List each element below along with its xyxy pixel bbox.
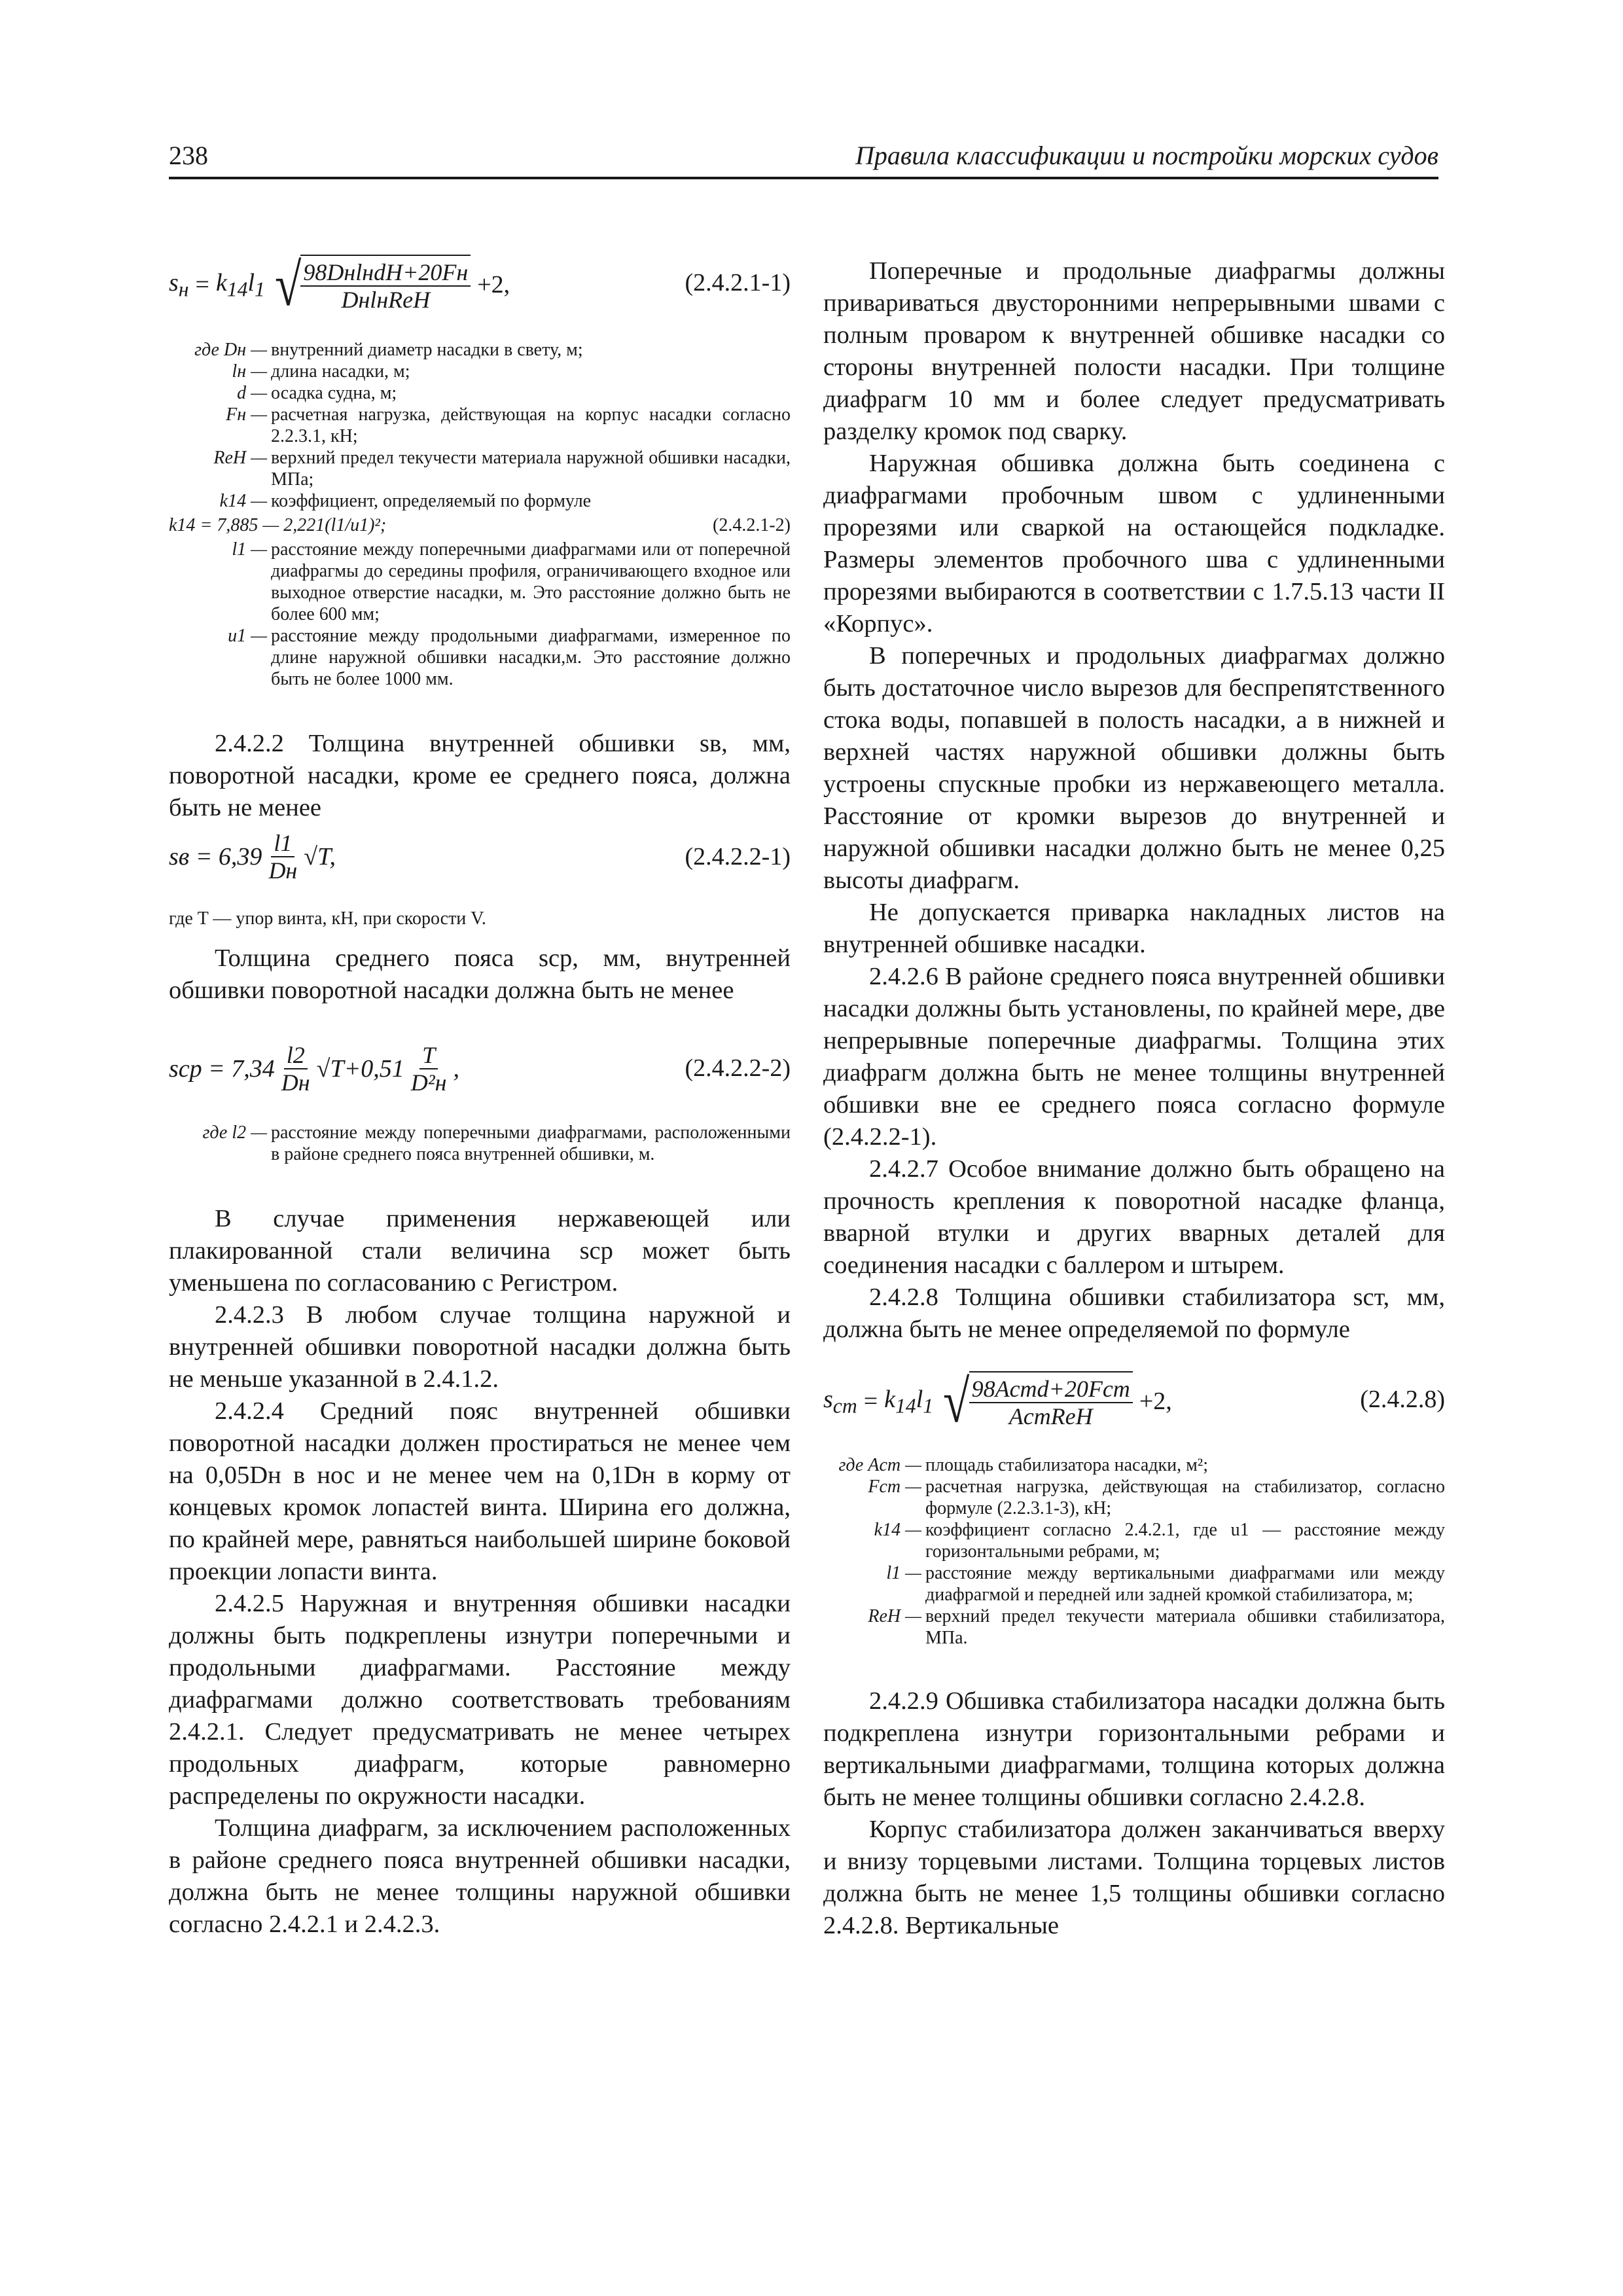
definition-text: коэффициент, определяемый по формуле [271,491,592,511]
definition-symbol: l1 — [232,539,267,560]
paragraph-2-4-2-9: 2.4.2.9 Обшивка стабилизатора насадки должна быть подкреплена изнутри горизонтальными ребрами и вертикальными диафрагмами, толщина которых должна быть не менее толщины обшивки согласно 2.4.2.8. [823,1687,1445,1811]
paragraph-2-4-2-4: 2.4.2.4 Средний пояс внутренней обшивки поворотной насадки должен простираться не менее чем на 0,05Dн в нос и не менее чем на 0,1Dн в корму от концевых кромок лопастей винта. Ширина его должна, по крайней мере, равняться наибольшей ширине боковой проекции лопасти винта. [169,1397,791,1585]
running-title: Правила классификации и постройки морских судов [855,141,1438,170]
paragraph-2-4-2-3: 2.4.2.3 В любом случае толщина наружной и внутренней обшивки поворотной насадки должна быть не меньше указанной в 2.4.1.2. [169,1301,791,1393]
paragraph-2-4-2-7: 2.4.2.7 Особое внимание должно быть обращено на прочность крепления к поворотной насадке фланца, вварной втулки и других вварных деталей для соединения насадки с баллером и штырем. [823,1155,1445,1279]
fraction-denominator: DнlнReH [341,287,431,313]
formula-middle: √T+0,51 [316,1055,404,1083]
definition-symbol: где Dн — [194,340,267,360]
definition-text: верхний предел текучести материала обшивки стабилизатора, МПа. [925,1606,1445,1648]
definition-text: расстояние между вертикальными диафрагмами или между диафрагмой и передней или задней кромкой стабилизатора, м; [925,1563,1445,1605]
page-header [169,137,1438,178]
formula-number: (2.4.2.2-2) [685,1054,791,1082]
radical-sign: √ [943,1368,970,1435]
formula-2-4-2-2-1 [169,824,791,889]
definition-row [169,339,791,361]
formula-fraction [969,1376,1133,1429]
definition-symbol: k14 — [874,1520,921,1540]
paragraph-2-4-2-2: 2.4.2.2 Толщина внутренней обшивки sв, мм, поворотной насадки, кроме ее среднего пояса, должна быть не менее [169,730,791,821]
definition-row [169,447,791,490]
formula-number: (2.4.2.8) [1360,1386,1445,1413]
radicand [969,1371,1133,1431]
definition-T [169,908,791,929]
definition-row [169,404,791,447]
formula-sqrt [940,1368,1133,1435]
definition-row [169,361,791,382]
radical-sign: √ [274,251,302,318]
definition-row [823,1454,1445,1476]
paragraph-2-4-2-6: 2.4.2.6 В районе среднего пояса внутренней обшивки насадки должны быть установлены, по крайней мере, две непрерывные поперечные диафрагмы. Толщина этих диафрагм должна быть не менее толщины внутренней обшивки вне ее среднего пояса согласно формуле (2.4.2.2-1). [823,963,1445,1151]
definition-text: расстояние между продольными диафрагмами, измеренное по длине наружной обшивки насадки,м. Это расстояние должно быть не более 1000 мм. [271,626,791,689]
definition-text: осадка судна, м; [271,383,397,403]
formula-eq: = [863,1388,878,1415]
definition-text: коэффициент согласно 2.4.2.1, где u1 — расстояние между горизонтальными ребрами, м; [925,1520,1445,1562]
definition-symbol: l1 — [886,1563,921,1583]
formula-number: (2.4.2.1-1) [685,269,791,296]
definition-text: расчетная нагрузка, действующая на стабилизатор, согласно формуле (2.2.3.1-3), кН; [925,1477,1445,1518]
formula-tail: +2, [1139,1388,1172,1415]
definition-text: расстояние между поперечными диафрагмами, расположенными в районе среднего пояса внутренней обшивки, м. [271,1122,791,1164]
paragraph-outer-plating: Наружная обшивка должна быть соединена с диафрагмами пробочным швом с удлиненными прорезями или сваркой на остающейся подкладке. Размеры элементов пробочного шва с удлиненными прорезями выбираются в соответствии с 1.7.5.13 части II «Корпус». [823,450,1445,637]
page-number: 238 [169,141,208,170]
definition-text: где T — упор винта, кН, при скорости V. [169,908,486,929]
paragraph-end-plates: Корпус стабилизатора должен заканчиваться вверху и внизу торцевыми листами. Толщина торцевых листов должна быть не менее 1,5 толщины обшивки согласно 2.4.2.8. Вертикальные [823,1816,1445,1939]
paragraph-doubler-plates: Не допускается приварка накладных листов на внутренней обшивке насадки. [823,899,1445,958]
definition-row [169,1122,791,1165]
fraction-denominator: AстReH [1008,1403,1093,1429]
definition-symbol: ReH — [213,448,267,468]
header-rule [169,177,1438,179]
fraction-numerator: T [419,1042,438,1069]
definitions-list-1 [169,339,791,512]
paragraph-drain-cutouts: В поперечных и продольных диафрагмах должно быть достаточное число вырезов для беспрепятственного стока воды, попавшей в полость насадки, а в нижней и верхней частях наружной обшивки должны быть устроены спускные пробки из нержавеющего металла. Расстояние от кромки вырезов до внутренней и наружной обшивки насадки должно быть не менее 0,25 высоты диафрагм. [823,642,1445,894]
definition-row [169,382,791,404]
formula-k14: $k_{14}l_1$ [884,1385,934,1418]
definition-text: площадь стабилизатора насадки, м²; [925,1455,1208,1475]
formula-tail: , [453,1055,459,1083]
formula-number: (2.4.2.2-1) [685,843,791,870]
formula-2-4-2-2-2 [169,1033,791,1105]
formula-2-4-2-8 [823,1365,1445,1437]
radicand [300,255,471,315]
left-column [169,242,791,1941]
fraction-numerator: 98DнlнdH+20Fн [300,259,471,287]
paragraph-middle-belt: Толщина среднего пояса sср, мм, внутренней обшивки поворотной насадки должна быть не менее [169,944,791,1004]
definitions-list-2 [169,539,791,690]
definitions-list-3 [823,1454,1445,1649]
definition-l2 [169,1122,791,1165]
fraction-numerator: l2 [284,1042,308,1069]
formula-k14: $k_{14}l_1$ [215,268,265,301]
definition-symbol: где Aст — [838,1455,921,1475]
definition-text: длина насадки, м; [271,361,410,382]
definition-symbol: k14 — [219,491,267,511]
right-column [823,242,1445,1942]
formula-lhs: sср = 7,34 [169,1055,275,1083]
definition-text: внутренний диаметр насадки в свету, м; [271,340,583,360]
fraction-numerator: l1 [271,830,294,857]
definition-symbol: d — [237,383,267,403]
definition-row [169,539,791,625]
definition-symbol: где l2 — [202,1122,267,1143]
definition-text: расстояние между поперечными диафрагмами или от поперечной диафрагмы до середины профиля, ограничивающего входное или выходное отверстие насадки, м. Это расстояние должно быть не более 600 мм; [271,539,791,624]
definition-row [169,490,791,512]
definition-row [823,1476,1445,1519]
definition-symbol: u1 — [228,626,267,646]
fraction-denominator: D²н [410,1069,447,1096]
formula-lhs: sв = 6,39 [169,843,262,870]
definition-row [823,1519,1445,1562]
definition-text: верхний предел текучести материала наружной обшивки насадки, МПа; [271,448,791,490]
definition-text: расчетная нагрузка, действующая на корпус насадки согласно 2.2.3.1, кН; [271,404,791,446]
fraction-denominator: Dн [268,857,298,884]
formula-number: (2.4.2.1-2) [713,515,791,535]
fraction-numerator: 98Aстd+20Fст [969,1376,1133,1403]
definition-row [823,1605,1445,1649]
formula-2-4-2-1-1 [169,249,791,321]
formula-fraction [411,1042,447,1096]
paragraph-diaphragm-thickness: Толщина диафрагм, за исключением расположенных в районе среднего пояса внутренней обшивки насадки, должна быть не менее толщины наружной обшивки согласно 2.4.2.1 и 2.4.2.3. [169,1814,791,1938]
paragraph-2-4-2-5: 2.4.2.5 Наружная и внутренняя обшивки насадки должны быть подкреплены изнутри поперечными и продольными диафрагмами. Расстояние между диафрагмами должно соответствовать требованиям 2.4.2.1. Следует предусматривать не менее четырех продольных диафрагм, которые равномерно распределены по окружности насадки. [169,1590,791,1810]
fraction-denominator: Dн [281,1069,310,1096]
definition-row [823,1562,1445,1605]
formula-fraction [281,1042,310,1096]
formula-fraction [268,830,297,884]
formula-tail: +2, [477,271,510,298]
formula-k14-text: k14 = 7,885 — 2,221(l1/u1)²; [169,515,387,535]
formula-sqrt [272,251,471,318]
paragraph-stainless-steel: В случае применения нержавеющей или плакированной стали величина sср может быть уменьшена по согласованию с Регистром. [169,1205,791,1297]
formula-eq: = [195,271,209,298]
paragraph-diaphragm-welding: Поперечные и продольные диафрагмы должны привариваться двусторонними непрерывными швами с полным проваром к внутренней обшивке насадки со стороны внутренней полости насадки. При толщине диафрагм 10 мм и более следует предусматривать разделку кромок под сварку. [823,257,1445,445]
formula-lhs: $s_{ст}$ [823,1385,857,1418]
definition-symbol: ReH — [868,1606,921,1626]
formula-lhs: $s_н$ [169,268,189,301]
formula-tail: √T, [304,843,336,870]
definition-symbol: lн — [232,361,267,382]
definition-row [169,625,791,690]
definition-symbol: Fст — [868,1477,921,1497]
definition-symbol: Fн — [226,404,267,425]
paragraph-2-4-2-8: 2.4.2.8 Толщина обшивки стабилизатора sст, мм, должна быть не менее определяемой по формуле [823,1283,1445,1343]
formula-fraction [300,259,471,313]
formula-2-4-2-1-2 [169,514,791,536]
